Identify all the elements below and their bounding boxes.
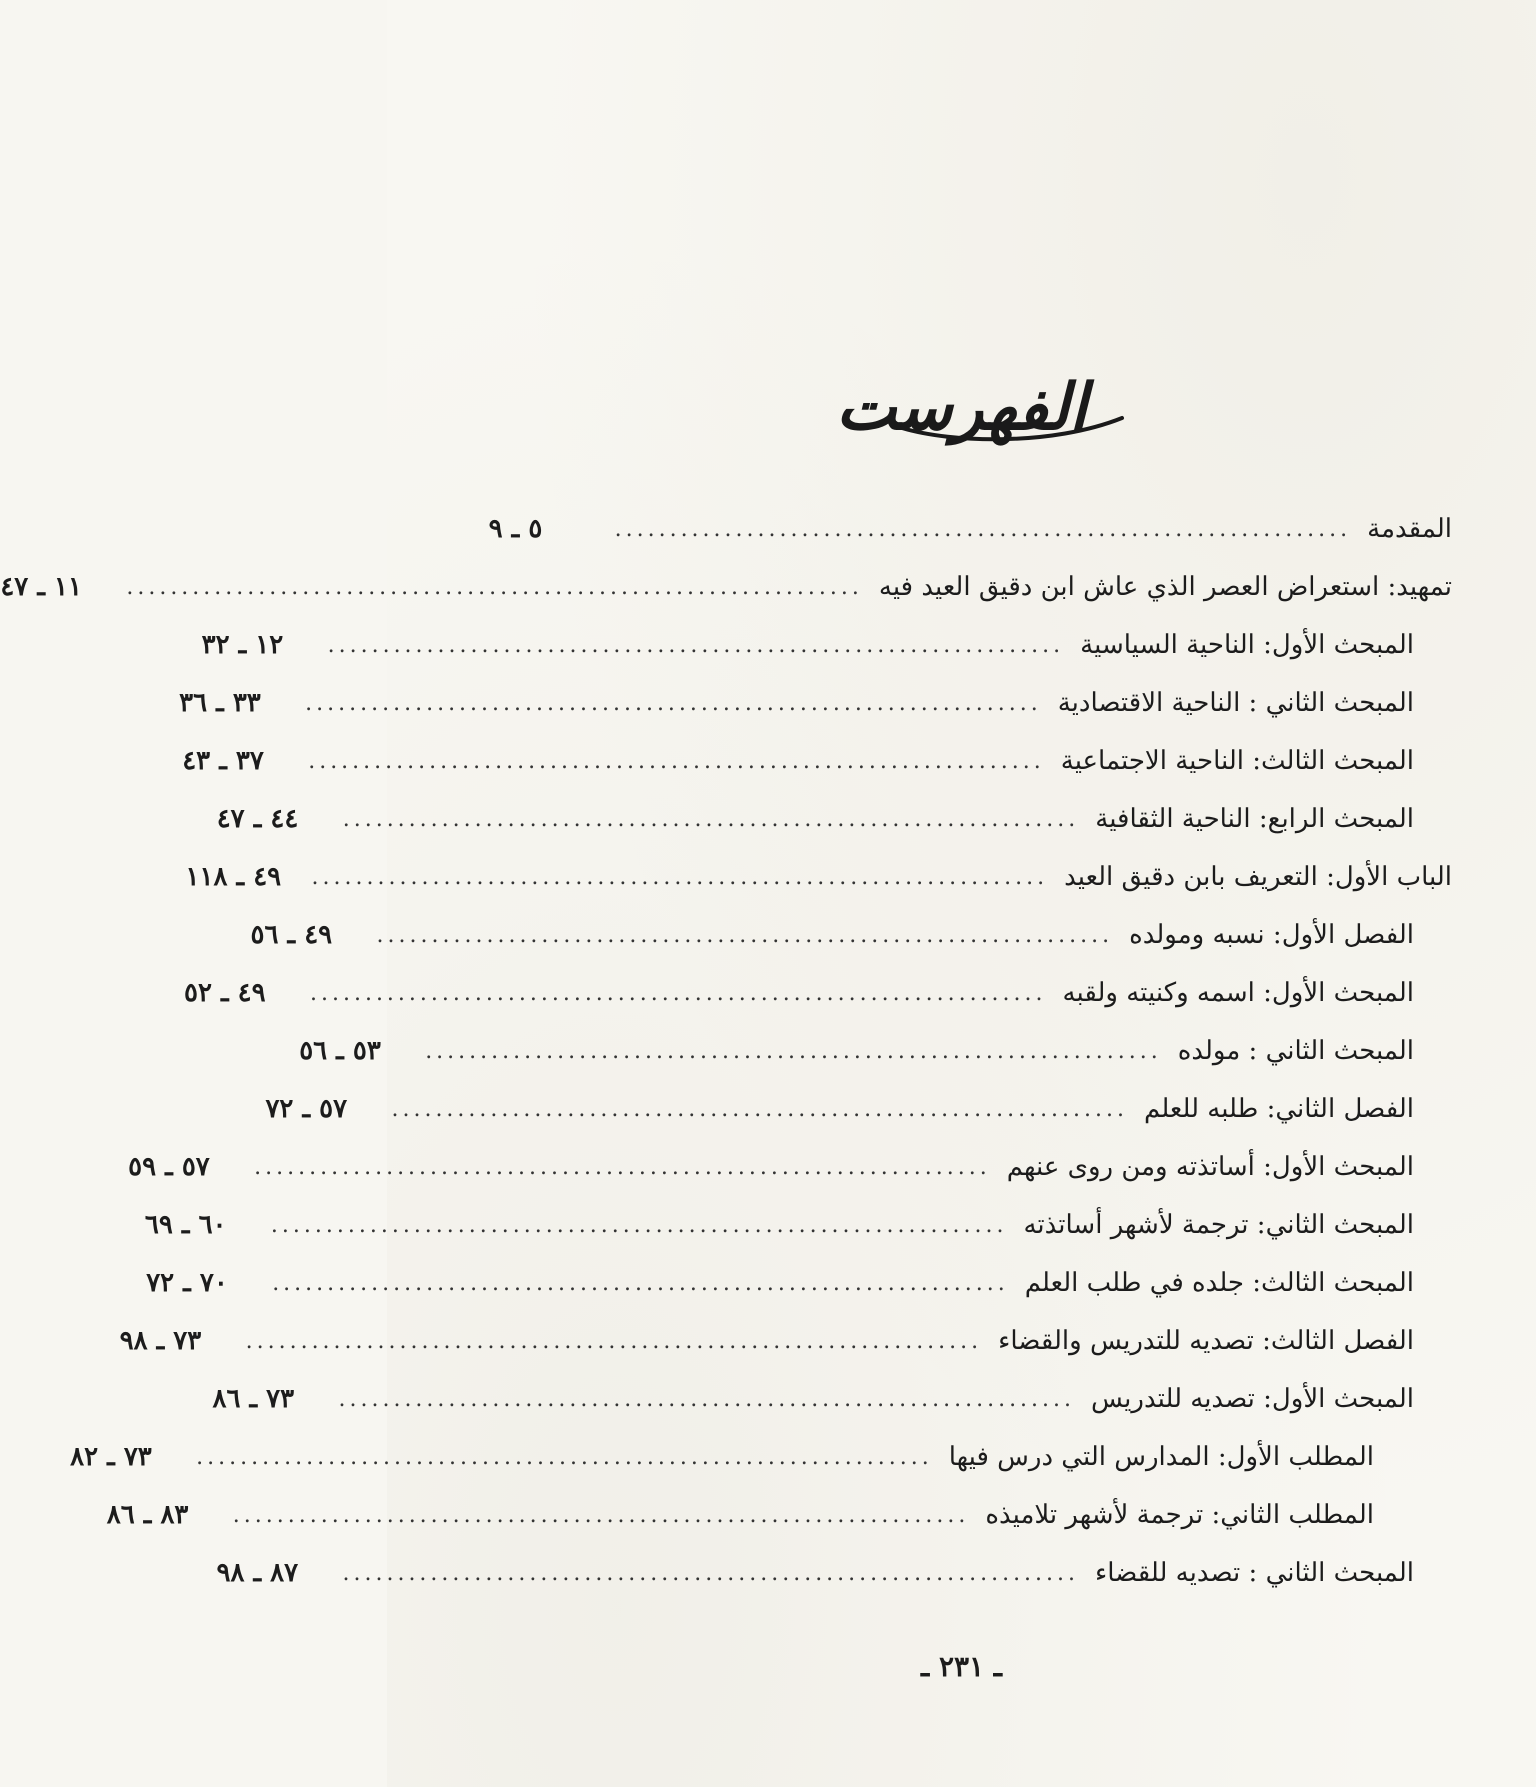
dot-leader: ...................................................................	[232, 1502, 970, 1528]
toc-entry-pages: ٥٣ ـ ٥٦	[299, 1036, 381, 1066]
toc-entry-pages: ٨٧ ـ ٩٨	[216, 1558, 299, 1588]
toc-entry	[183, 964, 1452, 1022]
toc-entry-pages: ٥٧ ـ ٥٩	[128, 1152, 210, 1182]
toc-entry-label: المبحث الثاني : الناحية الاقتصادية	[1057, 688, 1414, 718]
toc-entry	[299, 1022, 1452, 1080]
toc-entry-pages: ١١ ـ ٤٧	[0, 572, 82, 602]
toc-entry-pages: ٧٣ ـ ٨٦	[212, 1384, 295, 1414]
toc-entry-pages: ١٢ ـ ٣٢	[201, 630, 284, 660]
toc-entry-label: الفصل الأول: نسبه ومولده	[1129, 920, 1414, 950]
toc-entry	[488, 500, 1452, 558]
dot-leader: ...................................................................	[376, 922, 1114, 948]
toc-entry-label: المبحث الثاني : تصديه للقضاء	[1095, 1558, 1414, 1588]
dot-leader: ...................................................................	[327, 632, 1065, 658]
toc-entry-pages: ٥ ـ ٩	[488, 514, 543, 544]
toc-entry	[216, 790, 1452, 848]
toc-entry-pages: ٦٠ ـ ٦٩	[144, 1210, 227, 1240]
title-flourish	[892, 388, 1132, 448]
dot-leader: ...................................................................	[614, 516, 1352, 542]
toc-entry	[185, 848, 1452, 906]
toc-entry	[0, 558, 1452, 616]
dot-leader: ...................................................................	[245, 1328, 983, 1354]
dot-leader: ...................................................................	[311, 864, 1049, 890]
toc-entry-label: المبحث الأول: أساتذته ومن روى عنهم	[1006, 1152, 1414, 1182]
dot-leader: ...................................................................	[308, 748, 1045, 774]
toc-entry-label: المقدمة	[1367, 514, 1452, 544]
toc-entry-label: المبحث الرابع: الناحية الثقافية	[1095, 804, 1414, 834]
bleed-through-text	[537, 170, 1457, 228]
dot-leader: ...................................................................	[270, 1212, 1008, 1238]
toc-entry-label: المبحث الثالث: جلده في طلب العلم	[1024, 1268, 1414, 1298]
toc-entry	[265, 1080, 1452, 1138]
dot-leader: ...................................................................	[342, 1560, 1080, 1586]
toc-entry-label: المبحث الأول: اسمه وكنيته ولقبه	[1062, 978, 1414, 1008]
page-number: ـ ٢٣١ ـ	[920, 1650, 1003, 1683]
dot-leader: ...................................................................	[391, 1096, 1129, 1122]
toc-entry-label: المبحث الثاني: ترجمة لأشهر أساتذته	[1023, 1210, 1414, 1240]
dot-leader: ...................................................................	[254, 1154, 991, 1180]
toc-entry-label: الفصل الثالث: تصديه للتدريس والقضاء	[998, 1326, 1414, 1356]
toc-entry-label: تمهيد: استعراض العصر الذي عاش ابن دقيق العيد فيه	[878, 572, 1452, 602]
dot-leader: ...................................................................	[305, 690, 1042, 716]
toc-entry	[144, 1196, 1452, 1254]
toc-entry-pages: ٤٩ ـ ٥٦	[250, 920, 333, 950]
toc-entry-label: المطلب الأول: المدارس التي درس فيها	[948, 1442, 1374, 1472]
toc-entry-label: المطلب الثاني: ترجمة لأشهر تلاميذه	[985, 1500, 1374, 1530]
toc-entry-pages: ٤٩ ـ ٥٢	[183, 978, 266, 1008]
toc-entry	[212, 1370, 1452, 1428]
toc-entry-label: الباب الأول: التعريف بابن دقيق العيد	[1064, 862, 1452, 892]
dot-leader: ...................................................................	[126, 574, 863, 600]
toc-entry	[128, 1138, 1452, 1196]
dot-leader: ...................................................................	[338, 1386, 1076, 1412]
page-title: الفهرست	[836, 370, 1087, 445]
toc-entry-pages: ٣٣ ـ ٣٦	[179, 688, 261, 718]
toc-entry-label: المبحث الثاني : مولده	[1177, 1036, 1414, 1066]
dot-leader: ...................................................................	[342, 806, 1080, 832]
toc-entry	[146, 1254, 1452, 1312]
toc-entry	[179, 674, 1452, 732]
toc-entry	[250, 906, 1452, 964]
toc-entry-pages: ٥٧ ـ ٧٢	[265, 1094, 348, 1124]
dot-leader: ...................................................................	[425, 1038, 1162, 1064]
toc-entry-pages: ٣٧ ـ ٤٣	[182, 746, 264, 776]
toc-entry-pages: ٧٣ ـ ٨٢	[70, 1442, 152, 1472]
toc-entry	[182, 732, 1452, 790]
toc-entry	[201, 616, 1452, 674]
table-of-contents	[0, 500, 1452, 1602]
dot-leader: ...................................................................	[309, 980, 1047, 1006]
toc-entry	[119, 1312, 1452, 1370]
toc-entry-label: المبحث الثالث: الناحية الاجتماعية	[1060, 746, 1414, 776]
toc-entry-pages: ٤٤ ـ ٤٧	[216, 804, 299, 834]
toc-entry-pages: ٤٩ ـ ١١٨	[185, 862, 282, 892]
toc-entry	[106, 1486, 1452, 1544]
toc-entry	[216, 1544, 1452, 1602]
dot-leader: ...................................................................	[272, 1270, 1009, 1296]
dot-leader: ...................................................................	[196, 1444, 933, 1470]
toc-entry-label: الفصل الثاني: طلبه للعلم	[1144, 1094, 1414, 1124]
toc-entry-pages: ٨٣ ـ ٨٦	[106, 1500, 189, 1530]
toc-entry	[70, 1428, 1452, 1486]
toc-entry-label: المبحث الأول: تصديه للتدريس	[1091, 1384, 1414, 1414]
toc-entry-pages: ٧٠ ـ ٧٢	[146, 1268, 228, 1298]
toc-entry-pages: ٧٣ ـ ٩٨	[119, 1326, 202, 1356]
toc-entry-label: المبحث الأول: الناحية السياسية	[1080, 630, 1414, 660]
